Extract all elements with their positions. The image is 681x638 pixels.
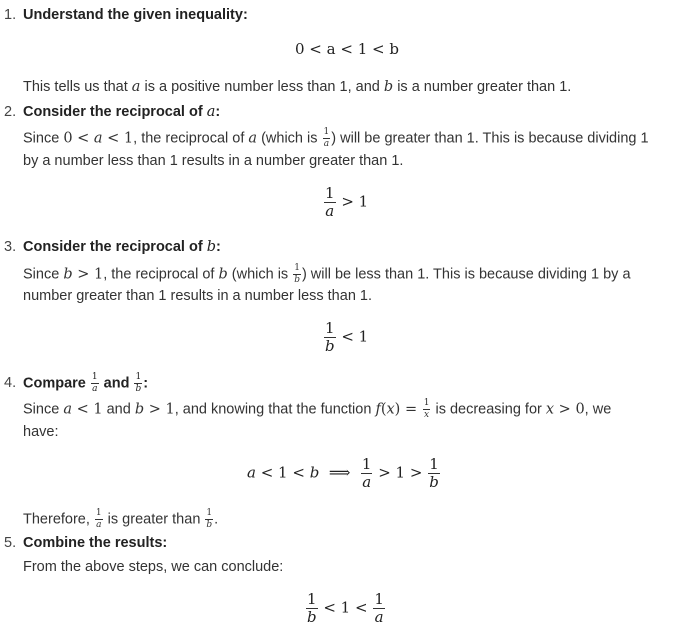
paragraph: Since 0 < a < 1, the reciprocal of a (which is $\frac{1}{a}$ ) will be greater than 1. This is because dividing 1 — [23, 127, 649, 149]
display-equation: $\frac{1}{b}$ < 1 < $\frac{1}{a}$ — [306, 590, 384, 626]
paragraph: Since a < 1 and b > 1, and knowing that the function f(x) = $\frac{1}{x}$ is decreasing for x > 0, we — [23, 398, 612, 420]
step-title: Consider the reciprocal of b: — [23, 239, 221, 255]
display-equation: a < 1 < b ⟹ $\frac{1}{a}$ > 1 > $\frac{1}{b}$ — [247, 455, 439, 491]
display-equation: $\frac{1}{b}$ < 1 — [324, 319, 369, 355]
display-equation: 0 < a < 1 < b — [295, 40, 399, 58]
step-title: Understand the given inequality: — [23, 7, 248, 23]
display-equation: $\frac{1}{a}$ > 1 — [325, 184, 369, 220]
step-title: Consider the reciprocal of a: — [23, 104, 221, 120]
step-title: Compare $\frac{1}{a}$ and $\frac{1}{b}$ : — [23, 372, 149, 394]
step-number: 2. — [4, 104, 17, 120]
paragraph: From the above steps, we can conclude: — [23, 559, 284, 575]
paragraph: Therefore, $\frac{1}{a}$ is greater than $\frac{1}{b}$ . — [23, 508, 219, 530]
step-number: 5. — [4, 535, 17, 551]
step-number: 1. — [4, 7, 17, 23]
paragraph: Since b > 1, the reciprocal of b (which is $\frac{1}{b}$ ) will be less than 1. This is because dividing 1 by a — [23, 263, 631, 285]
paragraph: by a number less than 1 results in a number greater than 1. — [23, 153, 404, 169]
paragraph: This tells us that a is a positive number less than 1, and b is a number greater than 1. — [23, 79, 572, 95]
step-number: 4. — [4, 375, 17, 391]
step-number: 3. — [4, 239, 17, 255]
step-title: Combine the results: — [23, 535, 168, 551]
paragraph: have: — [23, 424, 59, 440]
paragraph: number greater than 1 results in a number less than 1. — [23, 288, 372, 304]
